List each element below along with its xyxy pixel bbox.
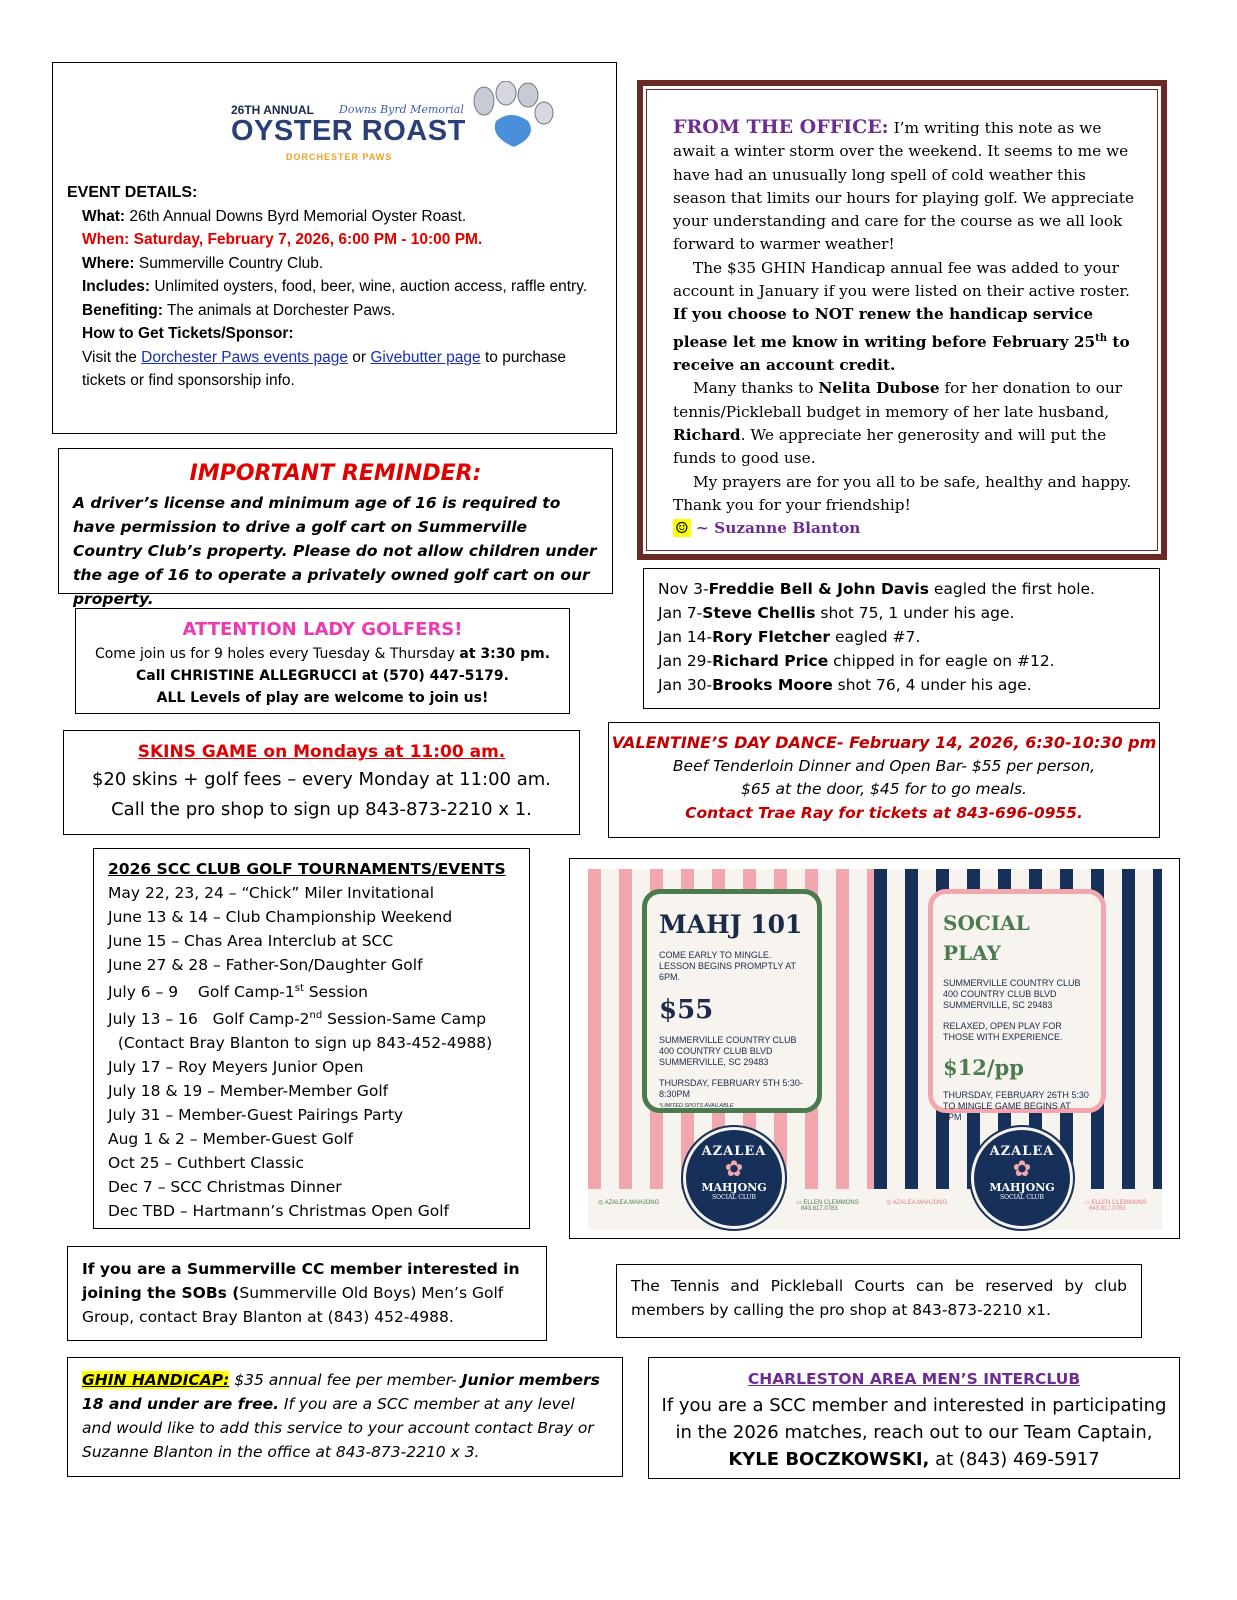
list-item: Jan 7-Steve Chellis shot 75, 1 under his age. [658,604,1015,622]
office-signature: ☺ ~ Suzanne Blanton [675,519,861,538]
list-item: Nov 3-Freddie Bell & John Davis eagled the first hole. [658,580,1095,598]
mahj-101-card [642,889,822,1113]
office-paragraph-2: The $35 GHIN Handicap annual fee was added to your account in January if you were listed on their active roster. If you choose to NOT renew the handicap service please let me know in writing before February 25th to receive an account credit. [673,258,1130,375]
office-paragraph-1: FROM THE OFFICE: I’m writing this note as we await a winter storm over the weekend. It seems to me we have had an unusually long spell of cold weather this season that limits our hours for playing golf. We appreciate your understanding and care for the course as we all look forward to warmer weather! [673,116,1135,254]
mahj-101-date: THURSDAY, FEBRUARY 5TH 5:30-8:30PM [659,1078,803,1099]
mahj-101-note: *LIMITED SPOTS AVAILABLE [659,1103,734,1109]
list-item: June 27 & 28 – Father-Son/Daughter Golf [108,956,423,974]
mahj-101-price: $55 [659,995,714,1025]
ghin-label: GHIN HANDICAP: [82,1371,230,1389]
instagram-icon: ◎ [598,1200,604,1206]
oyster-roast-logo [231,81,561,161]
event-where: Where: Summerville Country Club. [82,254,324,272]
skins-line-2: Call the pro shop to sign up 843-873-2210 x 1. [111,799,532,820]
tennis-box [616,1264,1142,1338]
contact-info: ▭ ELLEN CLEMMONS 843.817.0783 [1084,1200,1147,1212]
lady-golfers-box [75,608,570,714]
sobs-box [67,1246,547,1341]
smiley-icon: ☺ [675,519,689,538]
tennis-text: The Tennis and Pickleball Courts can be reserved by club members by calling the pro shop at 843-873-2210 x1. [631,1277,1127,1319]
office-heading: FROM THE OFFICE: [673,116,889,138]
chat-icon: ▭ [1084,1200,1090,1206]
list-item: June 13 & 14 – Club Championship Weekend [108,908,453,926]
valentine-line-2: $65 at the door, $45 for to go meals. [741,780,1027,798]
lady-golfers-line-2: Call CHRISTINE ALLEGRUCCI at (570) 447-5179. [136,668,509,684]
lady-golfers-line-3: ALL Levels of play are welcome to join us! [156,690,489,706]
list-item: July 17 – Roy Meyers Junior Open [108,1058,364,1077]
dorchester-paws-link[interactable]: Dorchester Paws events page [141,348,348,366]
office-note-box [637,80,1167,560]
valentine-title: VALENTINE’S DAY DANCE- February 14, 2026, 6:30-10:30 pm [611,733,1157,752]
event-when: When: Saturday, February 7, 2026, 6:00 PM - 10:00 PM. [82,231,483,248]
list-item: Dec TBD – Hartmann’s Christmas Open Golf [108,1202,449,1221]
logo-script: Downs Byrd Memorial [339,103,464,116]
ghin-handicap-box: GHIN HANDICAP: $35 annual fee per member- Junior members 18 and under are free. If you are a SCC member at any level and would like to add this service to your account contact Bray or Suzanne Blanton in the office at 843-873-2210 x 3. [67,1357,623,1477]
interclub-title: CHARLESTON AREA MEN’S INTERCLUB [747,1370,1081,1388]
event-benefiting: Benefiting: The animals at Dorchester Paws. [82,301,396,319]
oyster-paw-icon [466,81,556,151]
contact-info: ▭ ELLEN CLEMMONS 843.817.0783 [796,1200,859,1212]
valentine-line-1: Beef Tenderloin Dinner and Open Bar- $55 per person, [672,757,1096,775]
instagram-handle: ◎ AZALEA.MAHJONG [886,1200,948,1206]
skins-game-box [63,730,580,835]
interclub-line-2: in the 2026 matches, reach out to our Team Captain, [675,1422,1153,1443]
mahj-101-intro: COME EARLY TO MINGLE. LESSON BEGINS PROMPTLY AT 6PM. [659,950,796,982]
event-what: What: 26th Annual Downs Byrd Memorial Oyster Roast. [82,207,467,225]
event-details-heading: EVENT DETAILS: [67,184,198,201]
list-item: July 18 & 19 – Member-Member Golf [108,1082,389,1101]
tickets-heading: How to Get Tickets/Sponsor: [82,325,294,342]
social-play-address: SUMMERVILLE COUNTRY CLUB 400 COUNTRY CLUB BLVD SUMMERVILLE, SC 29483 [943,978,1081,1010]
list-item: (Contact Bray Blanton to sign up 843-452-4988) [108,1034,493,1053]
mahj-101-title: MAHJ 101 [659,910,803,939]
list-item: Jan 29-Richard Price chipped in for eagle on #12. [658,652,1055,670]
list-item: May 22, 23, 24 – “Chick” Miler Invitational [108,884,435,902]
azalea-flower-icon: ✿ [724,1157,744,1182]
logo-org: DORCHESTER PAWS [286,152,393,162]
achievements-box [643,568,1160,709]
list-item: June 15 – Chas Area Interclub at SCC [108,932,394,950]
instagram-handle: ◎ AZALEA.MAHJONG [598,1200,660,1206]
logo-annual: 26TH ANNUAL [231,103,314,117]
event-includes: Includes: Unlimited oysters, food, beer, wine, auction access, raffle entry. [82,278,588,295]
list-item: July 13 – 16 Golf Camp-2nd Session-Same Camp [108,1010,487,1029]
givebutter-link[interactable]: Givebutter page [370,348,481,366]
tournaments-title: 2026 SCC CLUB GOLF TOURNAMENTS/EVENTS [108,860,506,878]
tournaments-box [93,848,530,1229]
social-play-card [928,889,1106,1122]
list-item: Jan 14-Rory Fletcher eagled #7. [658,628,921,646]
mahjong-flyer [569,858,1180,1239]
office-paragraph-4: My prayers are for you all to be safe, healthy and happy. Thank you for your friendship! [673,472,1132,514]
office-paragraph-3: Many thanks to Nelita Dubose for her donation to our tennis/Pickleball budget in memory of her late husband, Richard. We appreciate her generosity and will put the funds to good use. [673,379,1123,468]
reminder-body: A driver’s license and minimum age of 16 is required to have permission to drive a golf cart on Summerville Country Club’s property. Please do not allow children under the age of 16 to operate a privately owned golf cart on our property. [73,494,597,608]
logo-title: OYSTER ROAST [231,115,466,147]
lady-golfers-title: ATTENTION LADY GOLFERS! [182,619,463,640]
interclub-line-1: If you are a SCC member and interested in participating [661,1395,1167,1416]
azalea-flower-icon: ✿ [1012,1157,1032,1182]
chat-icon: ▭ [796,1200,802,1206]
social-play-intro: RELAXED, OPEN PLAY FOR THOSE WITH EXPERIENCE. [943,1021,1063,1042]
list-item: July 6 – 9 Golf Camp-1st Session [108,983,368,1002]
list-item: July 31 – Member-Guest Pairings Party [108,1106,404,1125]
list-item: Aug 1 & 2 – Member-Guest Golf [108,1130,354,1149]
event-details [67,181,596,393]
skins-line-1: $20 skins + golf fees – every Monday at 11:00 am. [91,769,552,790]
tickets-info: Visit the Dorchester Paws events page or Givebutter page to purchase tickets or find sponsorship info. [82,348,566,389]
interclub-line-3: KYLE BOCZKOWSKI, at (843) 469-5917 [728,1449,1100,1470]
reminder-title: IMPORTANT REMINDER: [189,461,482,486]
social-play-date: THURSDAY, FEBRUARY 26TH 5:30 TO MINGLE GAME BEGINS AT 6PM [943,1090,1089,1122]
sobs-bold: If you are a Summerville CC member interested in joining the SOBs ( [82,1260,520,1302]
social-play-price: $12/pp [943,1055,1024,1080]
mahj-101-address: SUMMERVILLE COUNTRY CLUB 400 COUNTRY CLUB BLVD SUMMERVILLE, SC 29483 [659,1035,797,1067]
list-item: Jan 30-Brooks Moore shot 76, 4 under his age. [658,676,1032,694]
azalea-mahjong-seal: AZALEA ✿ MAHJONG SOCIAL CLUB [971,1127,1073,1229]
office-note-inner [646,89,1158,551]
instagram-icon: ◎ [886,1200,892,1206]
interclub-box [648,1357,1180,1479]
valentine-dance-box [608,722,1160,838]
important-reminder-box [58,448,613,608]
valentine-contact: Contact Trae Ray for tickets at 843-696-0955. [685,804,1083,822]
list-item: Dec 7 – SCC Christmas Dinner [108,1178,342,1197]
oyster-roast-box [52,62,617,434]
azalea-mahjong-seal: AZALEA ✿ MAHJONG SOCIAL CLUB [683,1127,785,1229]
skins-title: SKINS GAME on Mondays at 11:00 am. [137,742,506,762]
lady-golfers-line-1: Come join us for 9 holes every Tuesday & Thursday at 3:30 pm. [94,646,551,662]
flyer-footer-band [588,1189,1162,1230]
social-play-title: SOCIAL PLAY [943,911,1030,965]
list-item: Oct 25 – Cuthbert Classic [108,1154,304,1173]
sobs-rest: Summerville Old Boys) Men’s Golf Group, contact Bray Blanton at (843) 452-4988. [82,1284,504,1326]
